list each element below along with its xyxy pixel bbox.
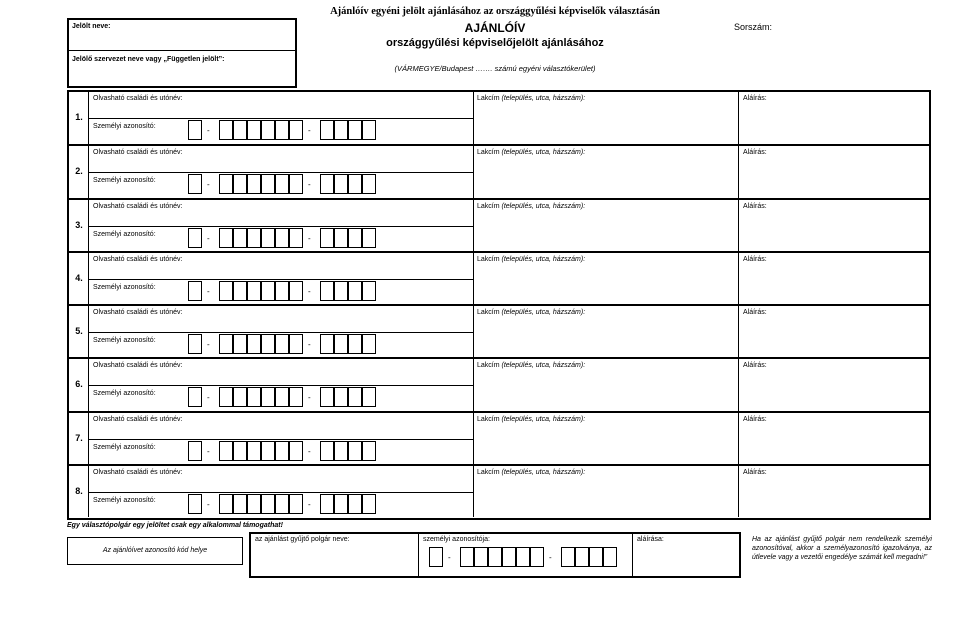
id-digit-box[interactable] [362, 334, 376, 354]
id-digit-box[interactable] [261, 228, 275, 248]
id-digit-box[interactable] [320, 334, 334, 354]
name-id-divider [89, 385, 473, 386]
address-cell[interactable] [473, 306, 739, 357]
address-field-label [477, 95, 585, 103]
id-dash: - [308, 180, 311, 190]
id-digit-box[interactable] [261, 174, 275, 194]
address-label-hint: (település, utca, házszám): [501, 362, 586, 370]
name-id-divider [89, 172, 473, 173]
table-row [69, 92, 929, 145]
id-digit-box[interactable] [261, 281, 275, 301]
id-digit-box[interactable] [320, 120, 334, 140]
id-digit-box[interactable] [289, 441, 303, 461]
row-number: 7. [75, 432, 83, 443]
address-label-hint: (település, utca, házszám): [501, 149, 586, 157]
id-digit-box[interactable] [219, 334, 233, 354]
address-field-label [477, 203, 585, 211]
id-digit-box[interactable] [233, 334, 247, 354]
id-digit-box[interactable] [603, 547, 617, 567]
id-dash: - [308, 393, 311, 403]
address-label-text: Lakcím [477, 362, 500, 370]
signature-field-label: Aláírás: [743, 95, 767, 102]
address-cell[interactable] [473, 413, 739, 464]
signature-area[interactable] [739, 371, 927, 409]
row-number-cell [69, 413, 89, 464]
id-digit-box[interactable] [275, 441, 289, 461]
id-field-label: Személyi azonosító: [93, 123, 156, 130]
id-dash: - [308, 126, 311, 135]
name-id-divider [89, 439, 473, 440]
id-dash: - [207, 286, 210, 296]
signature-field-label: Aláírás: [743, 309, 767, 316]
address-label-text: Lakcím [477, 95, 500, 102]
id-digit-box[interactable] [530, 547, 544, 567]
address-cell[interactable] [473, 253, 739, 304]
recommendation-table [67, 90, 931, 520]
address-label-hint: (település, utca, házszám): [501, 255, 586, 263]
signature-area[interactable] [739, 478, 927, 516]
id-digit-box[interactable] [261, 441, 275, 461]
id-digit-box[interactable] [575, 547, 589, 567]
id-digit-box[interactable] [275, 281, 289, 301]
id-digit-box[interactable] [320, 174, 334, 194]
id-digit-box[interactable] [348, 494, 362, 514]
id-digit-box[interactable] [188, 174, 202, 194]
row-number-cell [69, 200, 89, 251]
id-digit-box[interactable] [247, 387, 261, 407]
name-field-label: Olvasható családi és utónév: [93, 309, 183, 316]
id-digit-box[interactable] [320, 281, 334, 301]
id-digit-box[interactable] [188, 120, 202, 140]
id-digit-box[interactable] [289, 281, 303, 301]
signature-field-label: Aláírás: [743, 255, 767, 263]
id-digit-box[interactable] [348, 441, 362, 461]
id-digit-box[interactable] [289, 334, 303, 354]
id-digit-box[interactable] [233, 387, 247, 407]
signature-field-label: Aláírás: [743, 149, 767, 157]
name-field-label: Olvasható családi és utónév: [93, 95, 183, 102]
address-label-hint: (település, utca, házszám): [501, 202, 586, 210]
collector-box [249, 532, 741, 578]
id-digit-box[interactable] [219, 494, 233, 514]
id-digit-box[interactable] [334, 494, 348, 514]
id-digit-box[interactable] [275, 387, 289, 407]
id-digit-box[interactable] [233, 494, 247, 514]
id-digit-box[interactable] [348, 174, 362, 194]
nominee-info-box [67, 18, 297, 88]
support-note: Egy választópolgár egy jelöltet csak egy alkalommal támogathat! [67, 522, 283, 529]
id-dash: - [308, 286, 311, 296]
id-digit-box[interactable] [275, 494, 289, 514]
id-digit-box[interactable] [362, 281, 376, 301]
id-digit-box[interactable] [348, 281, 362, 301]
collector-divider [418, 534, 419, 576]
id-digit-box[interactable] [188, 387, 202, 407]
row-number: 1. [75, 112, 83, 122]
name-field-label: Olvasható családi és utónév: [93, 362, 183, 370]
address-field-label [477, 309, 585, 317]
id-digit-box[interactable] [334, 174, 348, 194]
address-cell[interactable] [473, 359, 739, 410]
address-field-label [477, 469, 585, 477]
id-digit-box[interactable] [247, 494, 261, 514]
id-field-label: Személyi azonosító: [93, 337, 156, 344]
row-number-cell [69, 466, 89, 517]
id-dash: - [207, 180, 210, 190]
table-row [69, 251, 929, 304]
form-title-line: Ajánlóív egyéni jelölt ajánlásához az országgyűlési képviselők választásán [330, 6, 660, 17]
id-digit-box[interactable] [502, 547, 516, 567]
id-digit-box[interactable] [233, 281, 247, 301]
address-label-hint: (település, utca, házszám): [501, 95, 586, 102]
signature-area[interactable] [739, 318, 927, 356]
row-number: 6. [75, 379, 83, 390]
collector-id-label: személyi azonosítója: [423, 536, 490, 543]
id-digit-box[interactable] [233, 174, 247, 194]
table-row [69, 304, 929, 357]
row-number-cell [69, 92, 89, 145]
collector-remark: Ha az ajánlást gyűjtő polgár nem rendelkezik személyi azonosítóval, akkor a személyazonosító igazolványa, az útlevele vagy a vezetői engedélye számát kell megadni!” [752, 536, 932, 561]
id-digit-box[interactable] [219, 441, 233, 461]
id-digit-box[interactable] [362, 441, 376, 461]
signature-field-label: Aláírás: [743, 202, 767, 210]
signature-area[interactable] [739, 158, 927, 196]
id-dash: - [207, 233, 210, 243]
table-row [69, 464, 929, 517]
serial-number-label: Sorszám: [734, 22, 773, 32]
id-digit-box[interactable] [289, 228, 303, 248]
id-digit-box[interactable] [261, 334, 275, 354]
nominee-box-divider [69, 50, 295, 51]
id-dash: - [207, 446, 210, 456]
id-digit-box[interactable] [233, 228, 247, 248]
row-number-cell [69, 253, 89, 304]
collector-divider [632, 534, 633, 576]
id-digit-box[interactable] [247, 334, 261, 354]
id-digit-box[interactable] [334, 387, 348, 407]
id-digit-box[interactable] [429, 547, 443, 567]
id-digit-box[interactable] [233, 120, 247, 140]
address-cell[interactable] [473, 146, 739, 197]
id-digit-box[interactable] [275, 228, 289, 248]
name-id-divider [89, 492, 473, 493]
id-digit-box[interactable] [320, 441, 334, 461]
id-digit-box[interactable] [219, 120, 233, 140]
id-digit-box[interactable] [289, 174, 303, 194]
id-digit-box[interactable] [289, 120, 303, 140]
id-digit-box[interactable] [460, 547, 474, 567]
id-digit-box[interactable] [362, 228, 376, 248]
id-digit-box[interactable] [348, 334, 362, 354]
name-id-divider [89, 226, 473, 227]
id-digit-box[interactable] [188, 228, 202, 248]
id-digit-box[interactable] [247, 441, 261, 461]
row-number: 8. [75, 485, 83, 496]
nominee-name-label: Jelölt neve: [72, 23, 111, 30]
address-cell[interactable] [473, 92, 739, 145]
row-number: 4. [75, 272, 83, 283]
id-field-label: Személyi azonosító: [93, 390, 156, 398]
district-line: (VÁRMEGYE/Budapest ……. számú egyéni választókerület) [394, 64, 596, 73]
address-label-text: Lakcím [477, 202, 500, 210]
address-label-text: Lakcím [477, 255, 500, 263]
id-dash: - [207, 126, 210, 135]
id-dash: - [308, 233, 311, 243]
name-id-divider [89, 332, 473, 333]
id-digit-box[interactable] [474, 547, 488, 567]
id-digit-box[interactable] [247, 281, 261, 301]
address-field-label [477, 416, 585, 424]
address-cell[interactable] [473, 466, 739, 517]
id-digit-box[interactable] [261, 387, 275, 407]
address-label-text: Lakcím [477, 468, 500, 476]
id-field-label: Személyi azonosító: [93, 443, 156, 451]
id-dash: - [448, 553, 451, 562]
id-digit-box[interactable] [188, 494, 202, 514]
id-digit-box[interactable] [348, 387, 362, 407]
id-dash: - [207, 393, 210, 403]
address-label-hint: (település, utca, házszám): [501, 468, 586, 476]
row-number-cell [69, 359, 89, 410]
id-digit-box[interactable] [362, 494, 376, 514]
id-digit-box[interactable] [320, 387, 334, 407]
collector-name-label: az ajánlást gyűjtő polgár neve: [255, 536, 350, 543]
id-digit-box[interactable] [219, 281, 233, 301]
name-field-label: Olvasható családi és utónév: [93, 468, 183, 476]
id-digit-box[interactable] [275, 174, 289, 194]
code-place-label: Az ajánlóívet azonosító kód helye [102, 547, 208, 554]
id-digit-box[interactable] [247, 174, 261, 194]
id-digit-box[interactable] [334, 441, 348, 461]
id-digit-box[interactable] [362, 174, 376, 194]
id-digit-box[interactable] [219, 228, 233, 248]
table-row [69, 357, 929, 410]
id-digit-box[interactable] [488, 547, 502, 567]
signature-field-label: Aláírás: [743, 362, 767, 370]
id-digit-box[interactable] [247, 120, 261, 140]
signature-field-label: Aláírás: [743, 415, 767, 423]
signature-area[interactable] [739, 265, 927, 303]
id-field-label: Személyi azonosító: [93, 283, 156, 291]
id-digit-box[interactable] [188, 334, 202, 354]
name-id-divider [89, 118, 473, 119]
id-digit-box[interactable] [334, 228, 348, 248]
id-field-label: Személyi azonosító: [93, 230, 156, 238]
id-digit-box[interactable] [275, 120, 289, 140]
id-digit-box[interactable] [320, 494, 334, 514]
signature-area[interactable] [739, 212, 927, 250]
id-field-label: Személyi azonosító: [93, 496, 156, 504]
id-digit-box[interactable] [261, 494, 275, 514]
organization-label: Jelölő szervezet neve vagy „Független jelölt”: [72, 56, 225, 63]
name-id-divider [89, 279, 473, 280]
id-digit-box[interactable] [348, 228, 362, 248]
id-digit-box[interactable] [334, 281, 348, 301]
name-field-label: Olvasható családi és utónév: [93, 255, 183, 263]
id-digit-box[interactable] [219, 387, 233, 407]
id-digit-box[interactable] [247, 228, 261, 248]
id-digit-box[interactable] [289, 494, 303, 514]
id-digit-box[interactable] [320, 228, 334, 248]
address-label-text: Lakcím [477, 415, 500, 423]
signature-area[interactable] [739, 425, 927, 463]
id-dash: - [308, 340, 311, 349]
id-digit-box[interactable] [334, 120, 348, 140]
signature-area[interactable] [739, 104, 927, 142]
id-digit-box[interactable] [362, 120, 376, 140]
id-dash: - [308, 499, 311, 509]
id-digit-box[interactable] [275, 334, 289, 354]
address-field-label [477, 362, 585, 370]
id-digit-box[interactable] [219, 174, 233, 194]
table-row [69, 144, 929, 197]
row-number: 5. [75, 326, 83, 336]
id-digit-box[interactable] [289, 387, 303, 407]
form-subtitle: országgyűlési képviselőjelölt ajánlásához [386, 37, 604, 49]
id-digit-box[interactable] [233, 441, 247, 461]
name-field-label: Olvasható családi és utónév: [93, 202, 183, 210]
table-row [69, 411, 929, 464]
id-digit-box[interactable] [561, 547, 575, 567]
row-number-cell [69, 146, 89, 197]
signature-field-label: Aláírás: [743, 468, 767, 476]
id-digit-box[interactable] [516, 547, 530, 567]
row-number: 3. [75, 219, 83, 230]
id-dash: - [549, 553, 552, 562]
address-field-label [477, 256, 585, 264]
address-label-hint: (település, utca, házszám): [501, 415, 586, 423]
code-place-box [67, 537, 243, 565]
id-digit-box[interactable] [334, 334, 348, 354]
id-dash: - [308, 446, 311, 456]
address-label-hint: (település, utca, házszám): [501, 309, 586, 316]
name-field-label: Olvasható családi és utónév: [93, 149, 183, 157]
id-digit-box[interactable] [261, 120, 275, 140]
row-number: 2. [75, 166, 83, 177]
name-field-label: Olvasható családi és utónév: [93, 415, 183, 423]
id-digit-box[interactable] [188, 441, 202, 461]
id-dash: - [207, 340, 210, 349]
address-field-label [477, 149, 585, 157]
address-cell[interactable] [473, 200, 739, 251]
table-row [69, 198, 929, 251]
id-field-label: Személyi azonosító: [93, 177, 156, 185]
id-digit-box[interactable] [589, 547, 603, 567]
collector-signature-label: aláírása: [637, 536, 664, 543]
id-digit-box[interactable] [348, 120, 362, 140]
row-number-cell [69, 306, 89, 357]
id-digit-box[interactable] [188, 281, 202, 301]
id-digit-box[interactable] [362, 387, 376, 407]
id-dash: - [207, 499, 210, 509]
address-label-text: Lakcím [477, 309, 500, 316]
form-title: AJÁNLÓÍV [464, 21, 526, 35]
address-label-text: Lakcím [477, 149, 500, 157]
